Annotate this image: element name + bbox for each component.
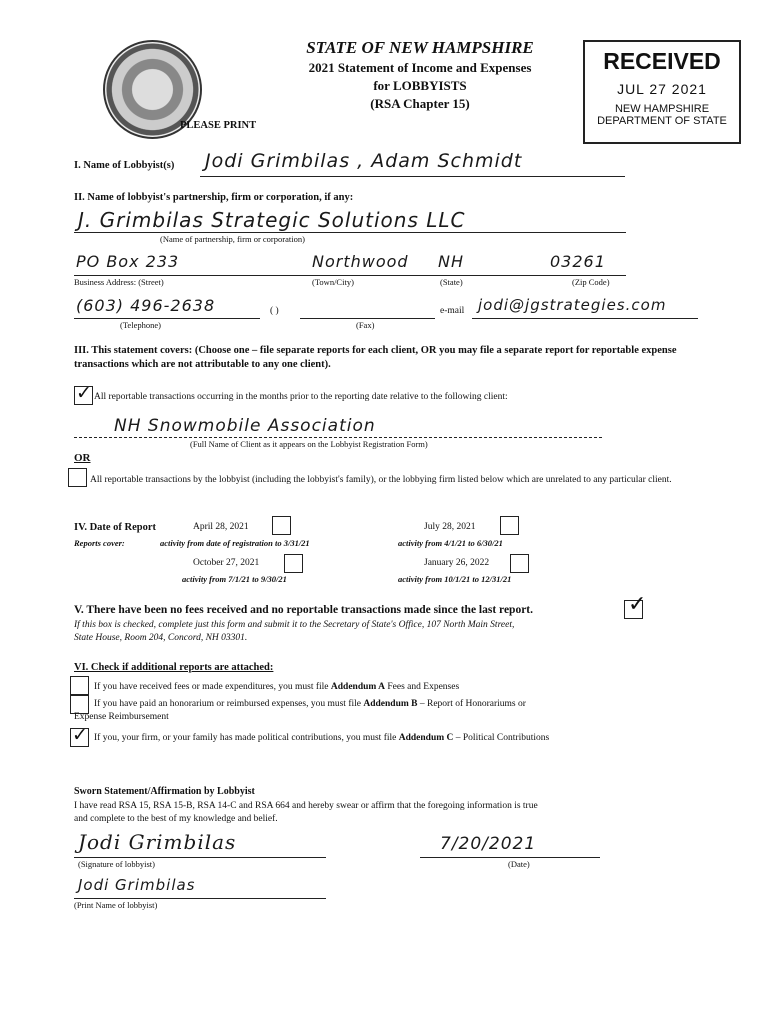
sworn-text1: I have read RSA 15, RSA 15-B, RSA 14-C and RSA 664 and hereby swear or affirm that the foregoing information is true	[74, 801, 538, 811]
print-name-value[interactable]: Jodi Grimbilas	[78, 876, 196, 894]
addendum-c-bold: Addendum C	[398, 733, 454, 743]
signature-value[interactable]: Jodi Grimbilas	[78, 830, 237, 854]
date2-checkbox[interactable]	[500, 516, 519, 535]
or-label: OR	[74, 452, 91, 464]
addendum-b-post: – Report of Honorariums or	[419, 699, 526, 709]
addendum-c-text	[94, 733, 549, 743]
email-value[interactable]: jodi@jgstrategies.com	[478, 296, 667, 314]
coverage-label: III. This statement covers: (Choose one – file separate reports for each client, OR you may file a separate report for reportable expense transactions which are not attributable to any one client).	[74, 345, 677, 370]
check-icon: ✓	[628, 592, 647, 617]
date1: April 28, 2021	[193, 522, 249, 532]
print-name-line	[74, 898, 326, 899]
addendum-c-post: – Political Contributions	[455, 733, 550, 743]
street-value[interactable]: PO Box 233	[76, 252, 180, 271]
signature-caption: (Signature of lobbyist)	[78, 859, 155, 869]
date3-checkbox[interactable]	[284, 554, 303, 573]
addendum-a-text	[94, 682, 459, 692]
stamp-date: JUL 27 2021	[617, 81, 707, 97]
check-icon: ✓	[76, 382, 92, 404]
stamp-dept2: DEPARTMENT OF STATE	[597, 115, 727, 127]
addendum-a-pre: If you have received fees or made expenditures, you must file	[94, 682, 329, 692]
no-fees-label: V. There have been no fees received and no reportable transactions made since the last report.	[74, 604, 534, 616]
phone-value[interactable]: (603) 496-2638	[76, 296, 216, 315]
zip-value[interactable]: 03261	[550, 252, 606, 271]
date2: July 28, 2021	[424, 522, 476, 532]
form-chapter: (RSA Chapter 15)	[370, 96, 470, 111]
received-stamp	[583, 40, 741, 144]
report-date-label: IV. Date of Report	[74, 522, 157, 533]
date4: January 26, 2022	[424, 558, 490, 568]
print-name-caption: (Print Name of lobbyist)	[74, 900, 158, 910]
date-caption: (Date)	[508, 859, 530, 869]
state-title: STATE OF NEW HAMPSHIRE	[306, 38, 534, 57]
date-line	[420, 857, 600, 858]
addendum-a-checkbox[interactable]	[70, 676, 89, 695]
client-line	[74, 437, 602, 438]
town-caption: (Town/City)	[312, 277, 354, 287]
fax-line	[300, 318, 435, 319]
lobbyist-name-label: I. Name of Lobbyist(s)	[74, 160, 175, 171]
street-caption: Business Address: (Street)	[74, 277, 164, 287]
email-line	[472, 318, 698, 319]
signature-line	[74, 857, 326, 858]
check-icon: ✓	[72, 724, 88, 746]
no-fees-note2: State House, Room 204, Concord, NH 03301.	[74, 633, 248, 643]
state-caption: (State)	[440, 277, 463, 287]
phone-line	[74, 318, 260, 319]
firm-value[interactable]: J. Grimbilas Strategic Solutions LLC	[78, 208, 466, 232]
cover4: activity from 10/1/21 to 12/31/21	[398, 574, 512, 584]
date-value[interactable]: 7/20/2021	[440, 834, 537, 854]
zip-caption: (Zip Code)	[572, 277, 610, 287]
fax-caption: (Fax)	[356, 320, 375, 330]
no-fees-checkbox[interactable]	[624, 592, 647, 619]
date1-checkbox[interactable]	[272, 516, 291, 535]
date3: October 27, 2021	[193, 558, 260, 568]
form-title: 2021 Statement of Income and Expenses	[308, 60, 532, 75]
addendum-a-bold: Addendum A	[330, 682, 386, 692]
addendum-b-bold: Addendum B	[363, 699, 418, 709]
cover1: activity from date of registration to 3/31/21	[160, 538, 310, 548]
client-value[interactable]: NH Snowmobile Association	[114, 416, 376, 436]
fax-paren: ( )	[270, 306, 279, 316]
client-caption: (Full Name of Client as it appears on the Lobbyist Registration Form)	[190, 439, 428, 449]
firm-caption: (Name of partnership, firm or corporation)	[160, 234, 305, 244]
form-for: for LOBBYISTS	[373, 78, 467, 93]
cover3: activity from 7/1/21 to 9/30/21	[182, 574, 287, 584]
addendum-a-post: Fees and Expenses	[387, 682, 460, 692]
firm-label: II. Name of lobbyist's partnership, firm or corporation, if any:	[74, 192, 354, 203]
client-option-text: All reportable transactions occurring in the months prior to the reporting date relative to the following client:	[94, 392, 508, 402]
addenda-label: VI. Check if additional reports are attached:	[74, 662, 274, 673]
addendum-b-line2: Expense Reimbursement	[74, 712, 169, 722]
state-value[interactable]: NH	[438, 252, 464, 271]
lobbyist-name-line	[200, 176, 625, 177]
addendum-c-checkbox[interactable]	[70, 724, 89, 747]
please-print: PLEASE PRINT	[180, 120, 257, 131]
date4-checkbox[interactable]	[510, 554, 529, 573]
sworn-title: Sworn Statement/Affirmation by Lobbyist	[74, 786, 255, 797]
firm-line	[74, 232, 626, 233]
stamp-received: RECEIVED	[603, 48, 721, 74]
unrelated-option-text: All reportable transactions by the lobbyist (including the lobbyist's family), or the lobbying firm listed below which are unrelated to any particular client.	[90, 475, 672, 485]
reports-cover-label: Reports cover:	[74, 538, 125, 548]
sworn-text2: and complete to the best of my knowledge and belief.	[74, 814, 278, 824]
addendum-b-pre: If you have paid an honorarium or reimbursed expenses, you must file	[94, 699, 361, 709]
stamp-dept1: NEW HAMPSHIRE	[614, 103, 710, 115]
cover2: activity from 4/1/21 to 6/30/21	[398, 538, 503, 548]
phone-caption: (Telephone)	[120, 320, 161, 330]
unrelated-checkbox[interactable]	[68, 468, 87, 487]
no-fees-note1: If this box is checked, complete just this form and submit it to the Secretary of State's Office, 107 North Main Street,	[74, 620, 515, 630]
addendum-c-pre: If you, your firm, or your family has made political contributions, you must file	[94, 733, 397, 743]
lobbyist-name-value[interactable]: Jodi Grimbilas , Adam Schmidt	[205, 150, 523, 172]
address-line	[74, 275, 626, 276]
addendum-b-text	[94, 699, 526, 709]
client-checkbox[interactable]	[74, 382, 93, 405]
town-value[interactable]: Northwood	[312, 252, 409, 271]
email-label: e-mail	[440, 306, 465, 316]
